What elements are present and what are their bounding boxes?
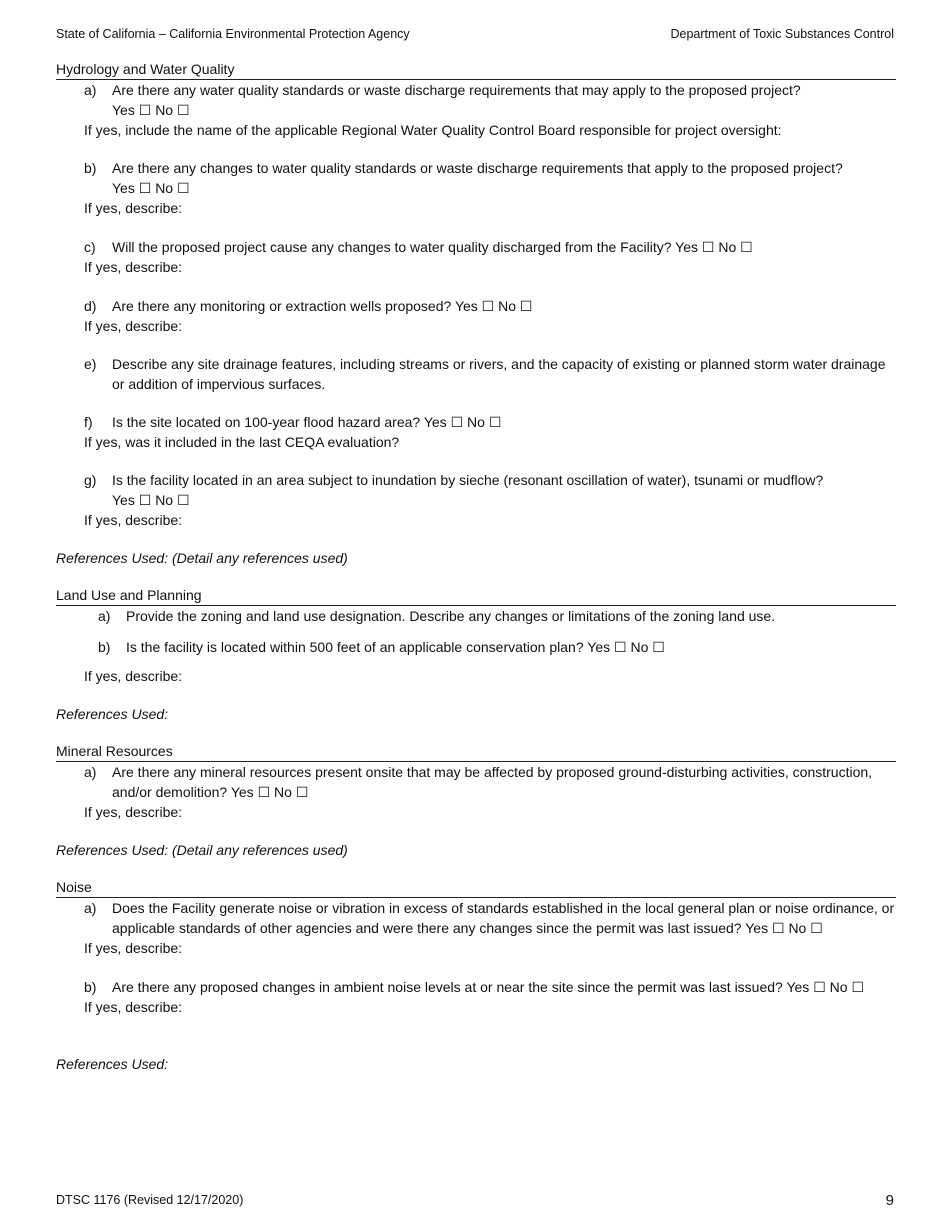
no-checkbox[interactable]: ☐	[519, 298, 533, 314]
follow-up-text: If yes, describe:	[84, 259, 183, 275]
references-hydrology: References Used: (Detail any references used)	[56, 550, 348, 566]
question-text: Will the proposed project cause any changes to water quality discharged from the Facility?	[112, 239, 672, 255]
follow-up-text: If yes, describe:	[84, 668, 183, 684]
question-text: Is the site located on 100-year flood hazard area?	[112, 414, 421, 430]
question-hydrology-f	[56, 412, 896, 432]
question-marker: f)	[84, 414, 93, 430]
question-text: Describe any site drainage features, including streams or rivers, and the capacity of existing or planned storm water drainage or addition of impervious surfaces.	[112, 356, 886, 392]
section-title-mineral: Mineral Resources	[56, 742, 896, 762]
question-marker: d)	[84, 298, 97, 314]
question-text: Is the facility located in an area subject to inundation by sieche (resonant oscillation of water), tsunami or mudflow?	[112, 472, 824, 488]
no-label: No	[718, 239, 737, 255]
section-title-noise: Noise	[56, 878, 896, 898]
section-title-hydrology: Hydrology and Water Quality	[56, 60, 896, 80]
question-land-use-b	[56, 637, 896, 657]
question-hydrology-d	[56, 296, 896, 316]
no-checkbox[interactable]: ☐	[810, 920, 823, 936]
question-marker: b)	[84, 979, 97, 995]
form-body	[56, 60, 896, 1074]
references-mineral: References Used: (Detail any references used)	[56, 842, 348, 858]
follow-up-text: If yes, describe:	[84, 940, 183, 956]
yes-checkbox[interactable]: ☐	[138, 102, 152, 118]
no-checkbox[interactable]: ☐	[851, 979, 865, 995]
no-checkbox[interactable]: ☐	[295, 784, 309, 800]
follow-up-text: If yes, describe:	[84, 200, 183, 216]
question-hydrology-c	[56, 237, 896, 257]
question-text: Are there any changes to water quality standards or waste discharge requirements that apply to the proposed project?	[112, 160, 843, 176]
yes-label: Yes	[112, 180, 135, 196]
no-label: No	[630, 639, 649, 655]
question-hydrology-a	[56, 80, 896, 120]
no-checkbox[interactable]: ☐	[652, 639, 665, 655]
no-label: No	[274, 784, 292, 800]
follow-up-text: If yes, describe:	[84, 999, 183, 1015]
no-label: No	[155, 492, 174, 508]
question-marker: a)	[84, 764, 97, 780]
question-mineral-a	[56, 762, 896, 802]
yes-label: Yes	[423, 414, 447, 430]
yes-label: Yes	[745, 920, 769, 936]
question-marker: c)	[84, 239, 96, 255]
question-marker: a)	[84, 82, 97, 98]
yes-checkbox[interactable]: ☐	[701, 239, 715, 255]
follow-up-text: If yes, was it included in the last CEQA evaluation?	[84, 434, 400, 450]
yes-label: Yes	[454, 298, 478, 314]
no-label: No	[467, 414, 485, 430]
question-text: Are there any water quality standards or waste discharge requirements that may apply to the proposed project?	[112, 82, 801, 98]
no-checkbox[interactable]: ☐	[176, 180, 190, 196]
yes-checkbox[interactable]: ☐	[771, 920, 785, 936]
yes-checkbox[interactable]: ☐	[257, 784, 271, 800]
yes-label: Yes	[675, 239, 698, 255]
no-checkbox[interactable]: ☐	[488, 414, 502, 430]
follow-up-text: If yes, describe:	[84, 512, 183, 528]
no-checkbox[interactable]: ☐	[740, 239, 753, 255]
question-hydrology-e	[56, 354, 896, 394]
yes-checkbox[interactable]: ☐	[481, 298, 495, 314]
yes-label: Yes	[230, 784, 254, 800]
header-agency: State of California – California Environmental Protection Agency	[56, 27, 410, 41]
section-title-land-use: Land Use and Planning	[56, 586, 896, 606]
yes-label: Yes	[786, 979, 810, 995]
question-text: Does the Facility generate noise or vibration in excess of standards established in the local general plan or noise ordinance, or applicable standards of other agencies and were there any changes since the permit was last issued?	[112, 900, 895, 936]
question-noise-a	[56, 898, 896, 938]
yes-label: Yes	[112, 492, 135, 508]
no-label: No	[155, 102, 174, 118]
question-hydrology-b	[56, 158, 896, 198]
question-text: Provide the zoning and land use designation. Describe any changes or limitations of the zoning land use.	[126, 608, 776, 624]
references-land-use: References Used:	[56, 706, 169, 722]
question-marker: a)	[98, 608, 111, 624]
question-land-use-a	[56, 606, 896, 626]
no-checkbox[interactable]: ☐	[176, 492, 190, 508]
follow-up-text: If yes, include the name of the applicable Regional Water Quality Control Board responsible for project oversight:	[84, 122, 782, 138]
yes-checkbox[interactable]: ☐	[138, 180, 152, 196]
question-hydrology-g	[56, 470, 896, 510]
question-noise-b	[56, 977, 896, 997]
question-marker: b)	[98, 639, 111, 655]
yes-checkbox[interactable]: ☐	[138, 492, 152, 508]
follow-up-text: If yes, describe:	[84, 318, 183, 334]
question-marker: g)	[84, 472, 97, 488]
no-label: No	[788, 920, 807, 936]
no-label: No	[829, 979, 848, 995]
question-marker: a)	[84, 900, 97, 916]
follow-up-text: If yes, describe:	[84, 804, 183, 820]
header-department: Department of Toxic Substances Control	[670, 27, 894, 41]
no-label: No	[155, 180, 174, 196]
question-text: Are there any monitoring or extraction wells proposed?	[112, 298, 452, 314]
yes-label: Yes	[587, 639, 611, 655]
yes-checkbox[interactable]: ☐	[614, 639, 627, 655]
yes-label: Yes	[112, 102, 135, 118]
question-text: Are there any mineral resources present onsite that may be affected by proposed ground-disturbing activities, construction, and/or demolition?	[112, 764, 873, 800]
question-marker: b)	[84, 160, 97, 176]
question-text: Is the facility is located within 500 feet of an applicable conservation plan?	[126, 639, 584, 655]
no-checkbox[interactable]: ☐	[176, 102, 190, 118]
form-number: DTSC 1176 (Revised 12/17/2020)	[56, 1193, 244, 1207]
references-noise: References Used:	[56, 1056, 169, 1072]
no-label: No	[498, 298, 517, 314]
yes-checkbox[interactable]: ☐	[450, 414, 464, 430]
page-number: 9	[885, 1192, 894, 1209]
yes-checkbox[interactable]: ☐	[813, 979, 826, 995]
question-marker: e)	[84, 356, 97, 372]
question-text: Are there any proposed changes in ambient noise levels at or near the site since the permit was last issued?	[112, 979, 783, 995]
